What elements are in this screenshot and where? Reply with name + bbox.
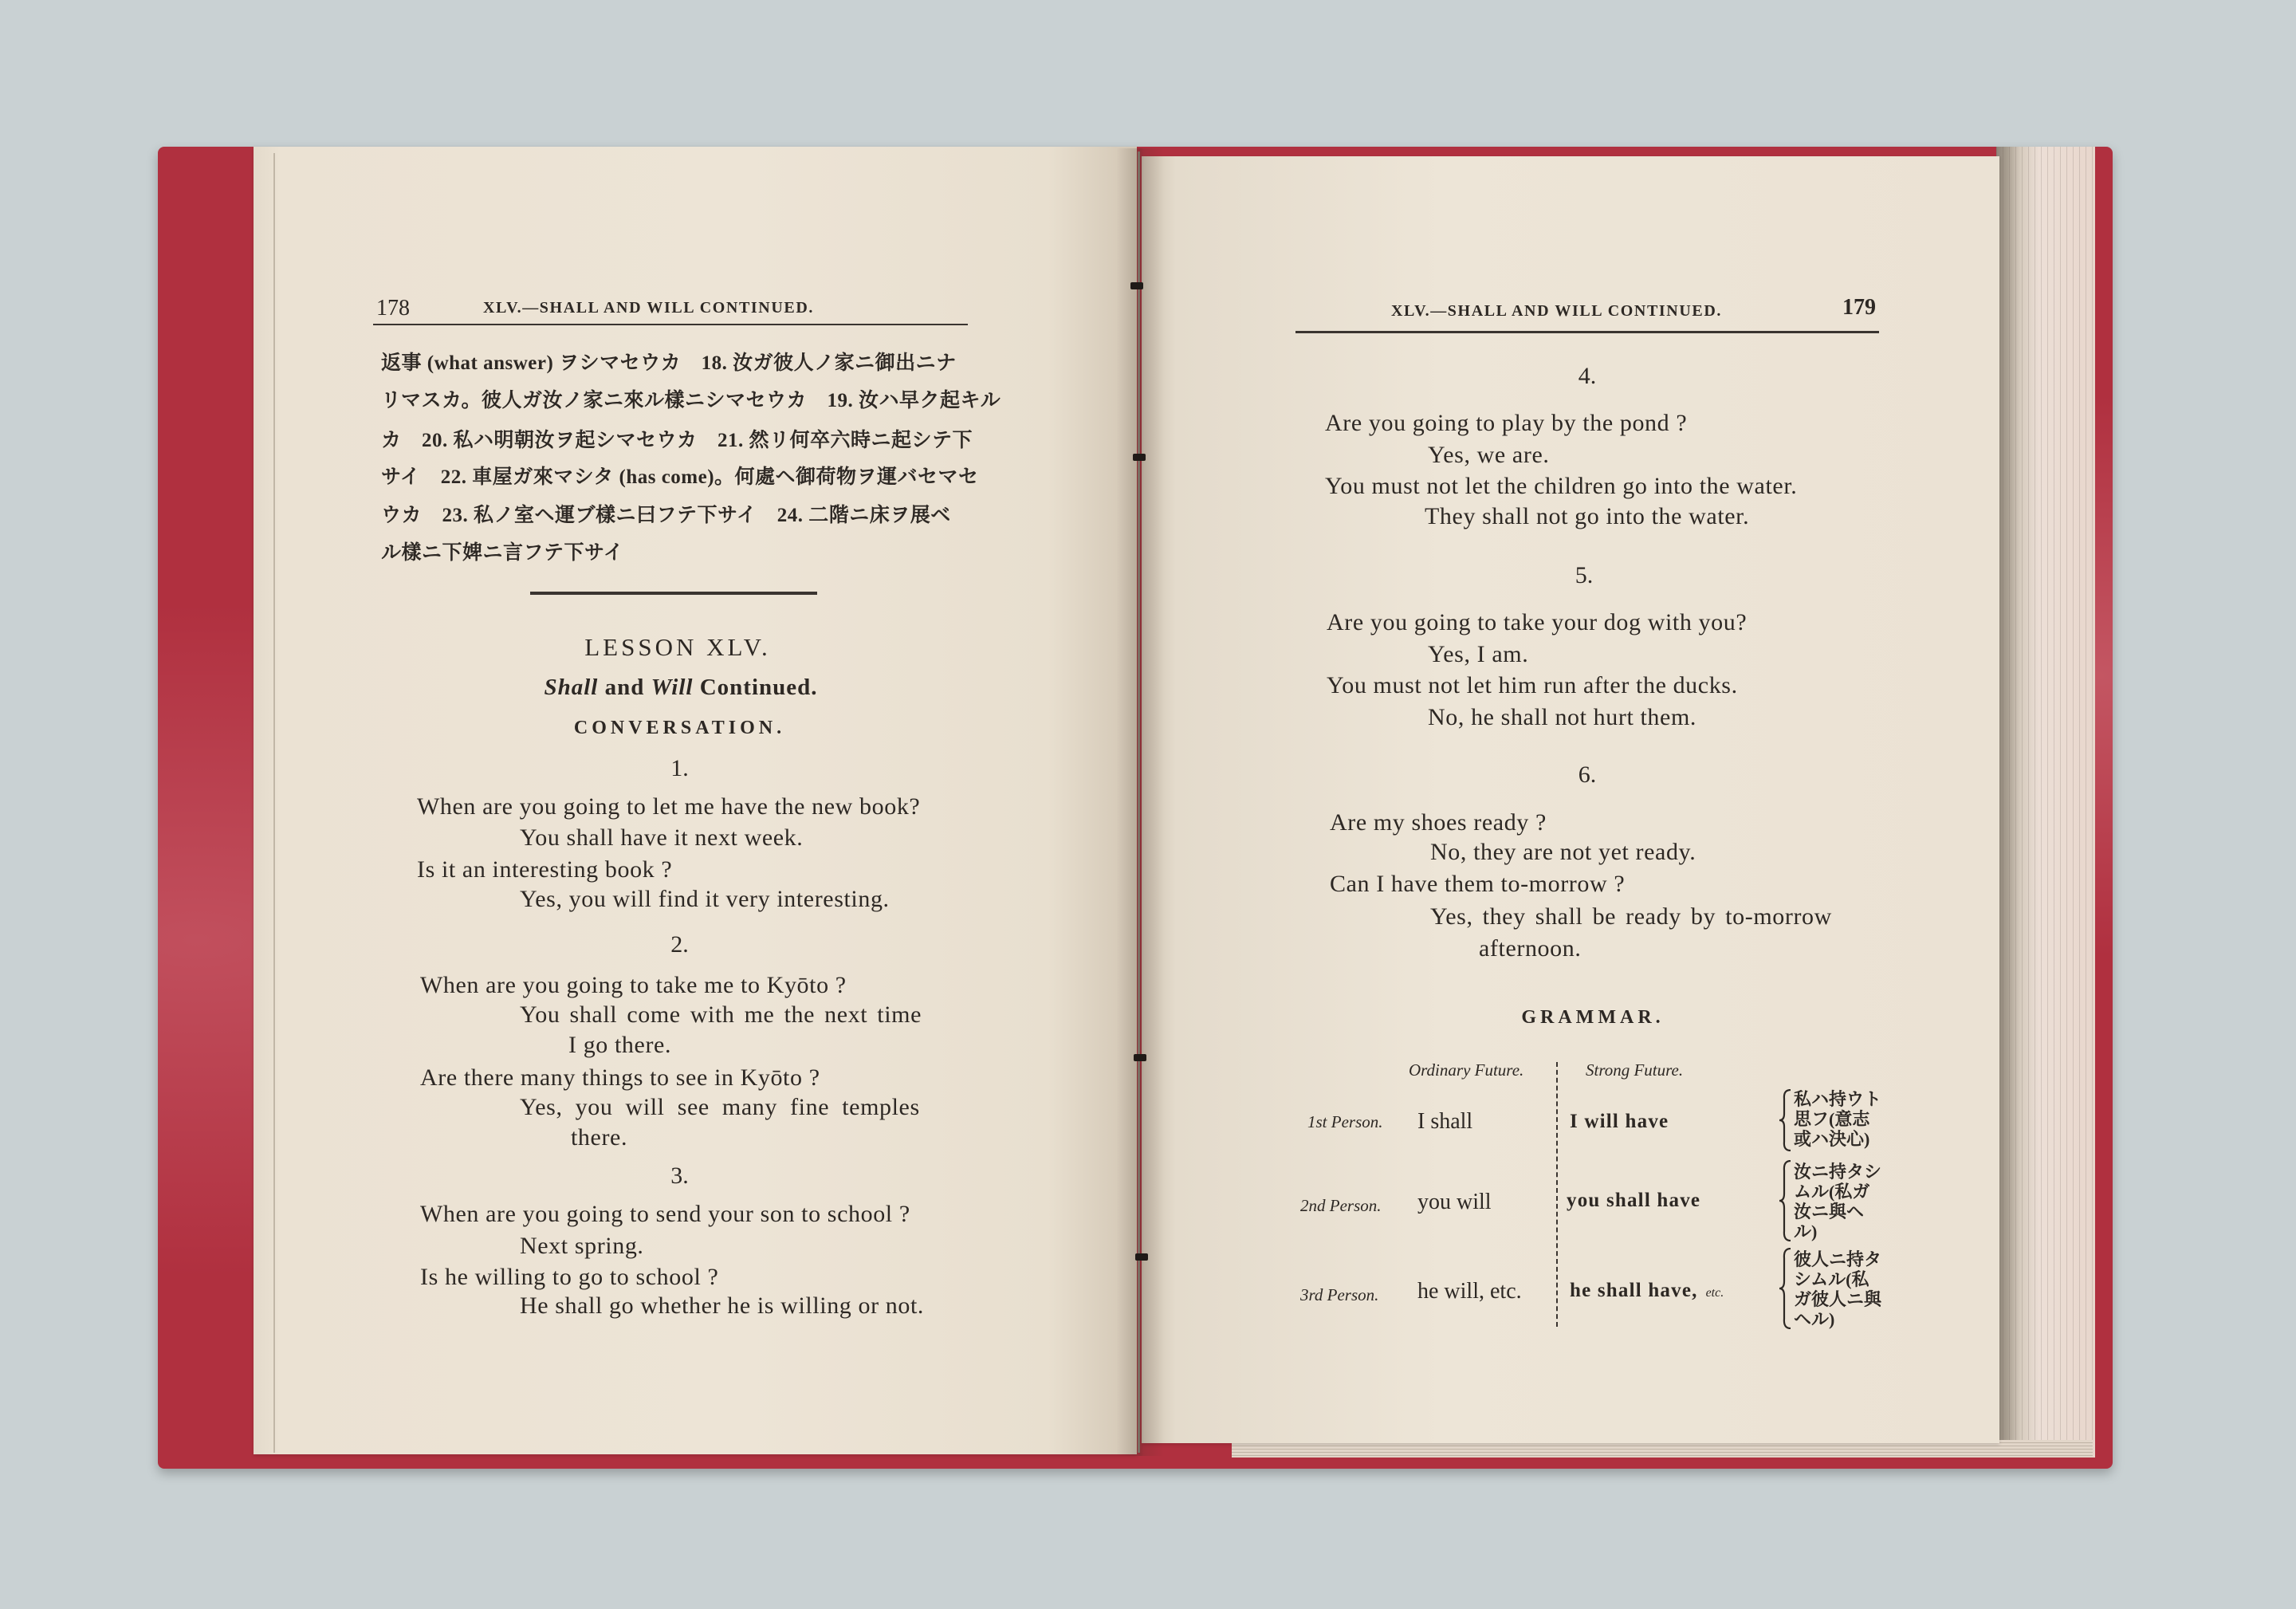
grammar-japanese <box>1794 1162 1881 1241</box>
section-rule <box>530 592 817 595</box>
dialogue-line: You shall come with me the next time <box>520 1001 922 1028</box>
grammar-heading: GRAMMAR. <box>1521 1007 1665 1028</box>
exchange-number: 5. <box>1575 562 1594 588</box>
japanese-line: リマスカ。彼人ガ汝ノ家ニ來ル樣ニシマセウカ 19. 汝ハ早ク起キル <box>381 390 1001 411</box>
grammar-japanese-line: ガ彼人ニ與 <box>1794 1289 1882 1309</box>
binding-thread <box>1133 454 1146 461</box>
japanese-line: ル樣ニ下婢ニ言フテ下サイ <box>381 542 624 564</box>
dialogue-line: You must not let him run after the ducks. <box>1327 672 1738 698</box>
grammar-person: 1st Person. <box>1307 1112 1383 1131</box>
grammar-japanese-line: 汝ニ與ヘ <box>1794 1202 1865 1222</box>
subtitle-will: Will <box>651 675 694 700</box>
grammar-japanese-line: 或ハ決心) <box>1794 1129 1870 1149</box>
strong-future-cell <box>1570 1279 1724 1303</box>
brace <box>1778 1089 1792 1151</box>
dialogue-line: You must not let the children go into the water. <box>1325 473 1798 499</box>
japanese-line: カ 20. 私ハ明朝汝ヲ起シマセウカ 21. 然リ何卒六時ニ起シテ下 <box>381 430 973 451</box>
ordinary-future-cell: I shall <box>1417 1109 1473 1134</box>
dialogue-line: there. <box>571 1124 628 1151</box>
dialogue-line: No, they are not yet ready. <box>1430 839 1696 865</box>
dialogue-line: Are you going to play by the pond ? <box>1325 410 1688 436</box>
exchange-number: 4. <box>1578 363 1597 389</box>
grammar-japanese-line: ムル(私ガ <box>1794 1182 1870 1202</box>
running-head: XLV.—SHALL AND WILL CONTINUED. <box>483 299 814 317</box>
header-rule <box>1295 331 1879 333</box>
dialogue-line: He shall go whether he is willing or not. <box>520 1292 925 1319</box>
dialogue-line: When are you going to take me to Kyōto ? <box>420 972 847 998</box>
lesson-title: LESSON XLV. <box>584 633 771 661</box>
exchange-number: 6. <box>1578 761 1597 788</box>
dialogue-line: Yes, you will see many fine temples <box>520 1094 920 1120</box>
dialogue-line: Can I have them to-morrow ? <box>1330 871 1626 897</box>
grammar-japanese-line: 思フ(意志 <box>1794 1109 1870 1129</box>
grammar-japanese-line: 私ハ持ウト <box>1794 1089 1882 1109</box>
ordinary-future-cell: you will <box>1417 1190 1492 1214</box>
brace <box>1778 1248 1792 1329</box>
binding-thread <box>1130 282 1143 289</box>
grammar-japanese <box>1794 1249 1881 1329</box>
brace <box>1778 1160 1792 1241</box>
binding-thread <box>1135 1253 1148 1261</box>
grammar-japanese-line: ル) <box>1794 1222 1818 1241</box>
page-number: 178 <box>376 296 410 321</box>
subtitle-shall: Shall <box>544 675 599 700</box>
column-header-ordinary: Ordinary Future. <box>1409 1060 1524 1080</box>
grammar-japanese-line: シムル(私 <box>1794 1269 1869 1289</box>
grammar-japanese-line: 彼人ニ持タ <box>1794 1249 1882 1269</box>
dialogue-line: Yes, they shall be ready by to-morrow <box>1430 903 1832 930</box>
dialogue-line: When are you going to send your son to school ? <box>420 1201 910 1227</box>
dialogue-line: I go there. <box>568 1032 672 1058</box>
grammar-japanese-line: 汝ニ持タシ <box>1794 1162 1882 1182</box>
dialogue-line: Are my shoes ready ? <box>1330 809 1547 836</box>
subtitle-continued: Continued. <box>699 675 818 700</box>
strong-future-cell: you shall have <box>1567 1190 1701 1211</box>
page-edges-right <box>1996 147 2095 1458</box>
dialogue-line: No, he shall not hurt them. <box>1428 704 1696 730</box>
ordinary-future-cell: he will, etc. <box>1417 1279 1522 1304</box>
japanese-line: サイ 22. 車屋ガ來マシタ (has come)。何處ヘ御荷物ヲ運バセマセ <box>381 466 979 488</box>
lesson-subtitle <box>478 674 883 702</box>
exchange-number: 3. <box>670 1162 689 1189</box>
dialogue-line: When are you going to let me have the new book? <box>417 793 921 820</box>
column-header-strong: Strong Future. <box>1586 1060 1684 1080</box>
dialogue-line: Is he willing to go to school ? <box>420 1264 719 1290</box>
grammar-person: 2nd Person. <box>1300 1196 1382 1215</box>
grammar-japanese-line: ヘル) <box>1794 1309 1835 1329</box>
dialogue-line: Yes, I am. <box>1428 641 1529 667</box>
section-heading: CONVERSATION. <box>573 718 786 738</box>
dialogue-line: Are you going to take your dog with you? <box>1327 609 1748 635</box>
dialogue-line: They shall not go into the water. <box>1425 503 1750 529</box>
header-rule <box>373 324 968 325</box>
dialogue-line: Are there many things to see in Kyōto ? <box>420 1064 820 1091</box>
column-divider <box>1556 1062 1558 1327</box>
exchange-number: 2. <box>670 931 689 958</box>
grammar-japanese <box>1794 1089 1881 1149</box>
binding-thread <box>1134 1054 1146 1061</box>
dialogue-line: Is it an interesting book ? <box>417 856 673 883</box>
page-left-front-edge <box>273 153 275 1453</box>
page-number: 179 <box>1842 295 1876 320</box>
grammar-person: 3rd Person. <box>1300 1285 1379 1304</box>
dialogue-line: Next spring. <box>520 1233 644 1259</box>
subtitle-and: and <box>604 675 645 700</box>
dialogue-line: Yes, you will find it very interesting. <box>520 886 890 912</box>
dialogue-line: You shall have it next week. <box>520 824 804 851</box>
running-head: XLV.—SHALL AND WILL CONTINUED. <box>1391 302 1722 320</box>
strong-future-text: he shall have, <box>1570 1280 1698 1301</box>
dialogue-line: afternoon. <box>1479 935 1582 962</box>
strong-future-cell: I will have <box>1570 1111 1669 1132</box>
exchange-number: 1. <box>670 755 689 781</box>
dialogue-line: Yes, we are. <box>1428 442 1550 468</box>
japanese-line: 返事 (what answer) ヲシマセウカ 18. 汝ガ彼人ノ家ニ御出ニナ <box>381 352 957 374</box>
strong-future-suffix: etc. <box>1705 1286 1724 1300</box>
japanese-line: ウカ 23. 私ノ室ヘ運ブ樣ニ曰フテ下サイ 24. 二階ニ床ヲ展ベ <box>381 505 951 526</box>
